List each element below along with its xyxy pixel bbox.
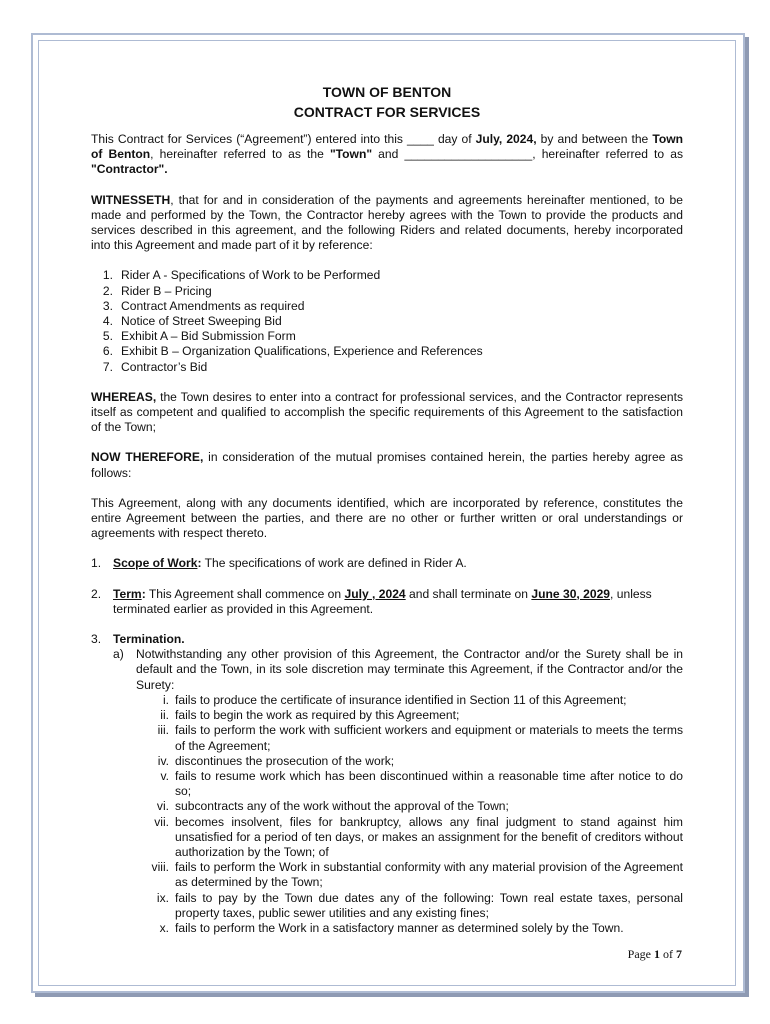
condition-number: ix. — [156, 890, 169, 905]
rider-number: 6. — [102, 344, 113, 359]
condition-item — [136, 693, 683, 708]
section-number: 1. — [91, 556, 102, 571]
intro-town-name: Town of Benton — [91, 132, 683, 162]
condition-text: becomes insolvent, files for bankruptcy, allows any final judgment to stand against him unsatisfied for a period of ten days, or makes an assignment for the benefit of creditors without authorization by the Town; of — [175, 814, 683, 859]
document-page — [91, 82, 683, 936]
term-text-1: This Agreement shall commence on — [145, 586, 345, 601]
condition-number: iii. — [157, 723, 169, 738]
rider-item — [91, 284, 683, 299]
section-heading: Term — [113, 586, 142, 601]
witnesseth-text: , that for and in consideration of the payments and agreements hereinafter mentioned, to be made and performed by the Town, the Contractor hereby agrees with the Town to provide the products and services described in this agreement, and the following Riders and related documents, hereby incorporated into this Agreement and made part of it by reference: — [91, 192, 683, 253]
condition-number: vi. — [156, 799, 169, 814]
rider-item — [91, 268, 683, 283]
rider-number: 2. — [102, 283, 113, 298]
sub-text: Notwithstanding any other provision of this Agreement, the Contractor and/or the Surety shall be in default and the Town, in its sole discretion may terminate this Agreement, if the Contractor and/or the Surety: — [136, 647, 683, 692]
footer-page-word: Page — [627, 947, 654, 961]
condition-number: i. — [162, 692, 169, 707]
section-text: The specifications of work are defined in Rider A. — [201, 556, 467, 571]
rider-item — [91, 329, 683, 344]
section-colon: : — [141, 586, 146, 601]
section-number: 2. — [91, 586, 102, 601]
condition-number: v. — [160, 768, 169, 783]
footer-page-number: 1 — [654, 947, 660, 961]
condition-item — [136, 921, 683, 936]
now-therefore-text: in consideration of the mutual promises contained herein, the parties hereby agree as follows: — [91, 450, 684, 480]
entire-agreement-paragraph: This Agreement, along with any documents identified, which are incorporated by reference, constitutes the entire Agreement between the parties, and there are no other or further written or oral understandings or agreements with respect thereto. — [91, 495, 683, 541]
intro-town-quote: "Town" — [329, 147, 373, 162]
condition-item — [136, 891, 683, 921]
termination-sub-a — [113, 647, 683, 693]
condition-item — [136, 799, 683, 814]
now-therefore-lead: NOW THEREFORE, — [91, 450, 204, 465]
rider-item — [91, 299, 683, 314]
condition-item — [136, 723, 683, 753]
rider-text: Notice of Street Sweeping Bid — [121, 314, 282, 329]
condition-number: vii. — [154, 814, 169, 829]
section-heading: Scope of Work — [113, 556, 198, 571]
intro-text-4: and ___________________, hereinafter referred to as — [372, 147, 683, 162]
now-therefore-paragraph — [91, 450, 683, 480]
witnesseth-lead: WITNESSETH — [91, 192, 171, 207]
document-title-line1: TOWN OF BENTON — [322, 84, 452, 100]
section-body — [113, 587, 683, 617]
rider-item — [91, 314, 683, 329]
rider-number: 4. — [102, 314, 113, 329]
section-colon: : — [197, 556, 202, 571]
condition-text: fails to begin the work as required by this Agreement; — [175, 708, 460, 723]
condition-text: fails to produce the certificate of insurance identified in Section 11 of this Agreement; — [175, 692, 627, 707]
section-number: 3. — [91, 632, 102, 647]
condition-text: fails to perform the Work in a satisfactory manner as determined solely by the Town. — [175, 920, 624, 935]
condition-number: iv. — [157, 753, 169, 768]
condition-text: fails to pay by the Town due dates any of the following: Town real estate taxes, personal property taxes, public sewer utilities and any existing fines; — [175, 890, 683, 920]
condition-number: x. — [159, 920, 169, 935]
footer-page-total: 7 — [676, 947, 682, 961]
section-scope-of-work — [91, 556, 683, 571]
term-start-date: July , 2024 — [344, 586, 406, 601]
termination-conditions-list — [91, 693, 683, 936]
witnesseth-paragraph — [91, 193, 683, 254]
rider-text: Exhibit B – Organization Qualifications, Experience and References — [121, 344, 483, 359]
intro-text-1: This Contract for Services (“Agreement”) entered into this ____ day of — [91, 132, 476, 146]
page-border-shadow-bottom — [35, 993, 749, 997]
document-title-line2: CONTRACT FOR SERVICES — [293, 104, 481, 120]
condition-number: ii. — [160, 708, 169, 723]
term-text-2: and shall terminate on — [405, 586, 532, 601]
intro-contractor-quote: "Contractor". — [91, 162, 168, 177]
condition-text: fails to perform the Work in substantial conformity with any material provision of the Agreement as determined by the Town; — [175, 860, 683, 890]
section-heading: Termination. — [113, 632, 185, 647]
whereas-paragraph — [91, 390, 683, 436]
condition-text: fails to resume work which has been discontinued within a reasonable time after notice to do so; — [175, 768, 683, 799]
condition-text: subcontracts any of the work without the approval of the Town; — [175, 799, 509, 814]
term-text-3: , unless terminated earlier as provided in this Agreement. — [113, 586, 652, 616]
intro-text-2: by and between the — [536, 132, 653, 146]
rider-number: 3. — [102, 298, 113, 313]
riders-list — [91, 268, 683, 374]
condition-item — [136, 708, 683, 723]
condition-text: discontinues the prosecution of the work; — [175, 753, 395, 768]
condition-item — [136, 754, 683, 769]
whereas-text: the Town desires to enter into a contract for professional services, and the Contractor represents itself as competent and qualified to accomplish the specific requirements of this Agreement to the satisfaction of the Town; — [91, 389, 683, 435]
condition-text: fails to perform the work with sufficient workers and equipment or materials to meets the terms of the Agreement; — [175, 723, 683, 753]
rider-text: Rider A - Specifications of Work to be Performed — [121, 268, 381, 283]
whereas-lead: WHEREAS, — [91, 389, 157, 404]
intro-paragraph — [91, 132, 683, 178]
rider-item — [91, 344, 683, 359]
section-termination — [91, 632, 683, 647]
intro-date: July, 2024, — [475, 132, 537, 146]
rider-text: Exhibit A – Bid Submission Form — [121, 329, 296, 344]
rider-text: Contract Amendments as required — [121, 298, 305, 313]
rider-text: Rider B – Pricing — [121, 283, 212, 298]
section-term — [91, 587, 683, 617]
page-border-shadow-right — [745, 37, 749, 997]
condition-item — [136, 769, 683, 799]
rider-number: 1. — [102, 268, 113, 283]
term-end-date: June 30, 2029 — [531, 586, 611, 601]
condition-number: viii. — [151, 860, 169, 875]
rider-number: 7. — [102, 359, 113, 374]
intro-text-3: , hereinafter referred to as the — [150, 147, 330, 162]
condition-item — [136, 815, 683, 861]
rider-item — [91, 360, 683, 375]
rider-number: 5. — [102, 329, 113, 344]
sub-label: a) — [113, 647, 124, 662]
footer-of-word: of — [660, 947, 676, 961]
section-body — [113, 556, 683, 571]
condition-item — [136, 860, 683, 890]
page-number-footer — [560, 947, 682, 962]
rider-text: Contractor’s Bid — [121, 359, 208, 374]
